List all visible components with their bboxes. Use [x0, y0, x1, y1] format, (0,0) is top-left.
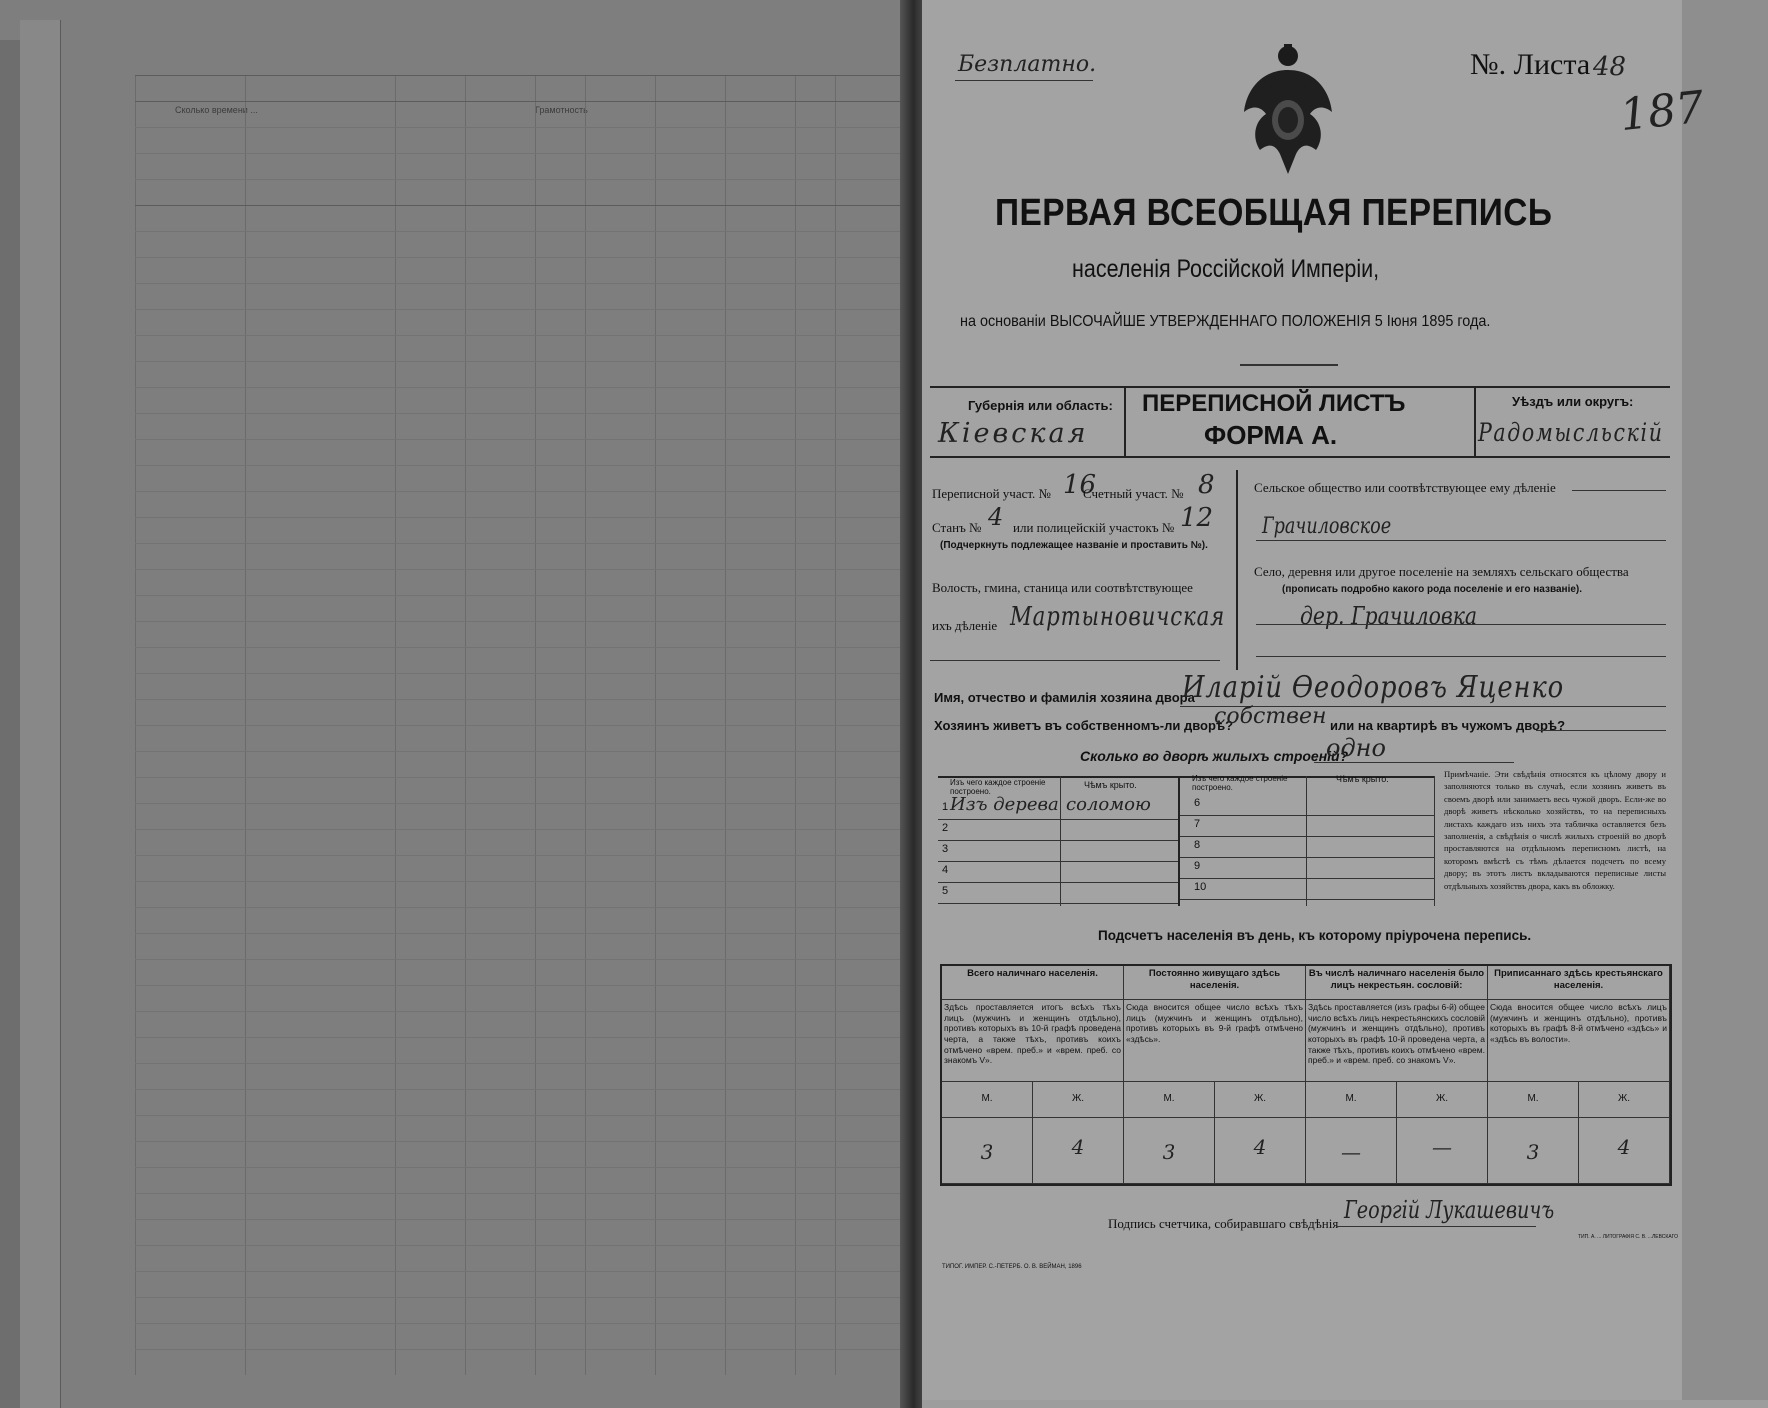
count-female-value: 4	[1215, 1118, 1306, 1184]
form-basis-line: на основаніи ВЫСОЧАЙШЕ УТВЕРЖДЕННАГО ПОЛОЖЕНІЯ 5 Іюня 1895 года.	[960, 313, 1491, 330]
village-note: (прописать подробно какого рода поселеніе и его названіе).	[1282, 584, 1583, 595]
building-material: Изъ дерева	[950, 794, 1059, 815]
count-column-head: Приписаннаго здѣсь крестьянскаго населенія.	[1488, 966, 1670, 1000]
count-male-label: М.	[1488, 1082, 1579, 1118]
building-row	[1180, 836, 1434, 858]
owner-name-value: Иларій Ѳеодоровъ Яценко	[1182, 670, 1565, 705]
underlying-sheet	[1680, 0, 1768, 1400]
free-label: Безплатно.	[958, 52, 1097, 77]
building-row	[938, 819, 1178, 841]
police-value: 12	[1180, 503, 1214, 533]
ornament-divider	[1240, 364, 1338, 366]
village-value: дер. Грачиловка	[1300, 602, 1478, 630]
building-row	[1180, 878, 1434, 900]
count-section-title: Подсчетъ населенія въ день, къ которому пріурочена перепись.	[1098, 928, 1532, 943]
volost-value: Мартыновичская	[1010, 602, 1226, 632]
society-label: Сельское общество или соотвѣтствующее ему дѣленіе	[1254, 480, 1556, 495]
province-label: Губернія или область:	[968, 398, 1113, 413]
buildings-col-roof: Чѣмъ крыто.	[1084, 780, 1137, 790]
building-row	[938, 861, 1178, 883]
building-row-number: 10	[1194, 881, 1207, 893]
buildings-col-material: Изъ чего каждое строеніе построено.	[950, 778, 1046, 796]
stan-value: 4	[988, 503, 1004, 531]
printer-imprint-right: ТИП. А. ... ЛИТОГРАФІЯ С. В. ...ЛЕВСКАГО	[1578, 1234, 1678, 1240]
building-row	[1180, 815, 1434, 837]
count-column-head: Всего наличнаго населенія.	[942, 966, 1124, 1000]
buildings-note: Примѣчаніе. Эти свѣдѣнія относятся къ цѣлому двору и заполняются только въ случаѣ, если хозяинъ живетъ въ своемъ дворѣ или занимаетъ весь чужой дворъ. Если-же во дворѣ живетъ нѣсколько хозяйствъ, то на переписныхъ листахъ каждаго изъ нихъ эта табличка оставляется безъ заполненія, а свѣдѣнія о числѣ жилыхъ строеній во дворѣ проставляются на отдѣльномъ переписномъ листѣ, на которомъ вмѣстѣ съ тѣмъ дѣлается подсчетъ по всему двору; въ этотъ листъ вкладываются переписные листы отдѣльныхъ хозяйствъ двора, какъ въ обложку.	[1444, 769, 1666, 891]
left-page-grid	[135, 75, 915, 1375]
building-row-number: 8	[1194, 839, 1201, 851]
left-header-label: Грамотность	[535, 105, 588, 115]
building-row	[938, 840, 1178, 862]
count-female-value: 4	[1033, 1118, 1124, 1184]
volost-label: Волость, гмина, станица или соотвѣтствующее	[932, 580, 1193, 595]
count-column-desc: Здѣсь проставляется (изъ графы 6-й) общее число всѣхъ лицъ некрестьянскихъ сословій (мужчинъ и женщинъ отдѣльно), противъ которыхъ въ графѣ 10-й проведена черта, а также тѣхъ, противъ коихъ отмѣчено «врем. преб.» и «врем. преб. со знакомъ V».	[1306, 1000, 1488, 1082]
owner-lives-label: Хозяинъ живетъ въ собственномъ-ли дворѣ?	[934, 718, 1234, 733]
count-male-label: М.	[1306, 1082, 1397, 1118]
district-value: Радомысльскій	[1478, 418, 1664, 447]
page-stack-edge	[20, 20, 61, 1408]
building-row-number: 5	[942, 885, 949, 897]
left-header-label: Сколько времени ...	[175, 105, 258, 115]
count-column-head: Въ числѣ наличнаго населенія было лицъ некрестьян. сословій:	[1306, 966, 1488, 1000]
population-count-table	[940, 964, 1672, 1186]
owner-lives-label-2: или на квартирѣ въ чужомъ дворѣ?	[1330, 718, 1566, 733]
printer-imprint-left: ТИПОГ. ИМПЕР. С.-ПЕТЕРБ. О. В. ВЕЙМАН, 1896	[942, 1264, 1082, 1270]
enumerator-signature: Георгій Лукашевичъ	[1344, 1196, 1555, 1224]
sheet-number-value: 48	[1593, 52, 1627, 82]
imperial-eagle-emblem	[1240, 42, 1336, 178]
count-column-desc: Сюда вносится общее число всѣхъ тѣхъ лицъ (мужчинъ и женщинъ отдѣльно), противъ которыхъ въ 9-й графѣ отмѣчено «здѣсь».	[1124, 1000, 1306, 1082]
count-column-desc: Здѣсь проставляется итогъ всѣхъ тѣхъ лицъ (мужчинъ и женщинъ отдѣльно), противъ которыхъ въ 10-й графѣ проведена черта, а также тѣхъ, противъ коихъ отмѣчено «врем. преб.» и «врем. преб. со знакомъ V».	[942, 1000, 1124, 1082]
volost-label-2: ихъ дѣленіе	[932, 618, 998, 633]
building-row	[938, 794, 1178, 820]
building-row-number: 7	[1194, 818, 1201, 830]
buildings-col-roof: Чѣмъ крыто.	[1336, 774, 1389, 784]
form-subtitle: населенія Россійской Имперіи,	[1072, 255, 1380, 283]
building-row	[938, 882, 1178, 904]
building-row-number: 6	[1194, 797, 1201, 809]
stan-label: Станъ №	[932, 520, 982, 535]
building-row	[1180, 794, 1434, 816]
count-male-value: —	[1306, 1118, 1397, 1184]
police-label: или полицейскій участокъ №	[1013, 520, 1175, 535]
form-main-title: ПЕРВАЯ ВСЕОБЩАЯ ПЕРЕПИСЬ	[995, 192, 1553, 234]
society-value: Грачиловское	[1262, 514, 1392, 539]
form-name-line-2: ФОРМА А.	[1204, 420, 1338, 450]
count-female-label: Ж.	[1033, 1082, 1124, 1118]
count-male-value: 3	[1124, 1118, 1215, 1184]
buildings-value: одно	[1326, 734, 1386, 762]
count-female-label: Ж.	[1579, 1082, 1670, 1118]
building-row-number: 9	[1194, 860, 1201, 872]
building-row-number: 1	[942, 801, 949, 813]
buildings-label: Сколько во дворѣ жилыхъ строеній?	[1080, 748, 1349, 764]
census-section-value: 16	[1063, 470, 1097, 500]
count-male-label: М.	[942, 1082, 1033, 1118]
signature-label: Подпись счетчика, собиравшаго свѣдѣнія	[1108, 1216, 1339, 1231]
count-column-head: Постоянно живущаго здѣсь населенія.	[1124, 966, 1306, 1000]
owner-lives-value: собствен	[1214, 704, 1327, 729]
fill-instruction-note: (Подчеркнуть подлежащее названіе и проставить №).	[940, 540, 1208, 551]
building-row	[1180, 857, 1434, 879]
count-female-value: —	[1397, 1118, 1488, 1184]
census-section-label: Переписной участ. №	[932, 486, 1051, 501]
count-female-label: Ж.	[1397, 1082, 1488, 1118]
village-label: Село, деревня или другое поселеніе на земляхъ сельскаго общества	[1254, 564, 1629, 579]
count-section-label: Счетный участ. №	[1083, 486, 1184, 501]
buildings-col-material: Изъ чего каждое строеніе построено.	[1192, 774, 1288, 792]
building-row-number: 3	[942, 843, 949, 855]
district-label: Уѣздъ или округъ:	[1512, 394, 1634, 409]
sheet-number-label: №. Листа	[1470, 48, 1591, 81]
province-value: Кіевская	[938, 418, 1089, 449]
count-female-label: Ж.	[1215, 1082, 1306, 1118]
count-male-label: М.	[1124, 1082, 1215, 1118]
count-male-value: 3	[1488, 1118, 1579, 1184]
building-row-number: 2	[942, 822, 949, 834]
count-column-desc: Сюда вносится общее число всѣхъ лицъ (мужчинъ и женщинъ отдѣльно), противъ которыхъ въ графѣ 8-й отмѣчено «здѣсь» и «здѣсь въ волости».	[1488, 1000, 1670, 1082]
building-row-number: 4	[942, 864, 949, 876]
corner-page-number: 187	[1617, 81, 1707, 142]
count-male-value: 3	[942, 1118, 1033, 1184]
owner-name-label: Имя, отчество и фамилія хозяина двора	[934, 690, 1195, 705]
building-roof: соломою	[1066, 794, 1151, 815]
form-name-line-1: ПЕРЕПИСНОЙ ЛИСТЪ	[1142, 390, 1406, 417]
count-section-value: 8	[1198, 470, 1215, 500]
count-female-value: 4	[1579, 1118, 1670, 1184]
